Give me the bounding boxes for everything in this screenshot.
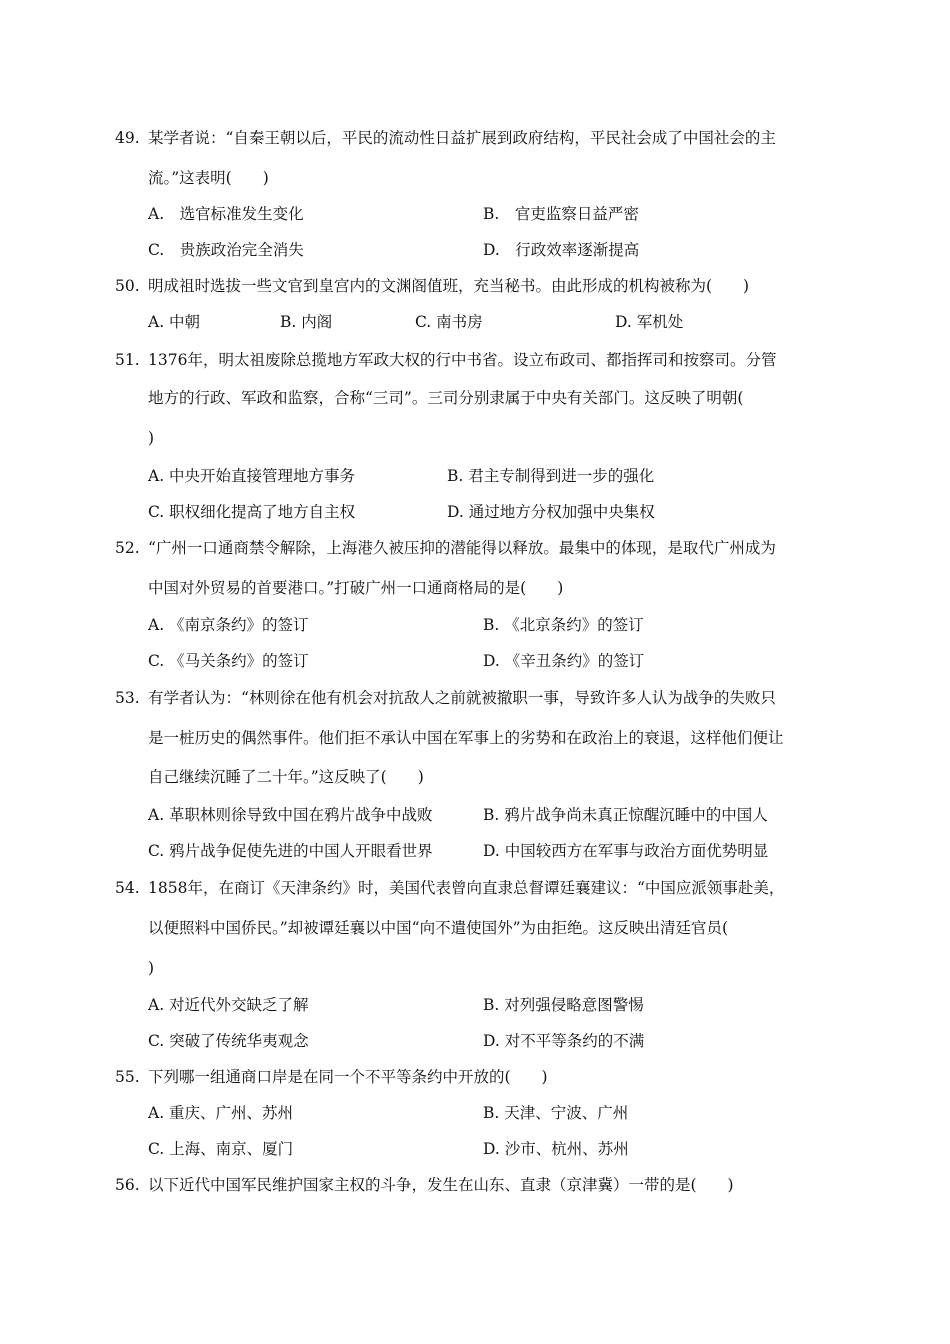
question-stem-line: 下列哪一组通商口岸是在同一个不平等条约中开放的( ) [148,1068,548,1086]
question-number: 54. [115,879,140,897]
option-d: D. 对不平等条约的不满 [483,1032,645,1050]
question-stem-line: ) [148,429,155,447]
option-c: C. 职权细化提高了地方自主权 [148,503,356,521]
question-stem-line: 以下近代中国军民维护国家主权的斗争，发生在山东、直隶（京津冀）一带的是( ) [148,1176,734,1194]
option-b: B. 《北京条约》的签订 [483,616,644,634]
question-stem-line: “广州一口通商禁令解除，上海港久被压抑的潜能得以释放。最集中的体现，是取代广州成为 [148,539,776,557]
question-stem-line: 中国对外贸易的首要港口。”打破广州一口通商格局的是( ) [148,579,564,597]
question-number: 53. [115,689,140,707]
option-c: C. 上海、南京、厦门 [148,1140,294,1158]
question-stem-line: 明成祖时选拔一些文官到皇宫内的文渊阁值班，充当秘书。由此形成的机构被称为( ) [148,277,750,295]
option-c: C. 贵族政治完全消失 [148,241,304,259]
option-b: B. 内阁 [280,313,333,331]
question-stem-line: 自己继续沉睡了二十年。”这反映了( ) [148,768,424,786]
option-a: A. 选官标准发生变化 [148,205,304,223]
option-a: A. 中央开始直接管理地方事务 [148,467,356,485]
question-number: 49. [115,129,140,147]
option-d: D. 沙市、杭州、苏州 [483,1140,629,1158]
question-number: 56. [115,1176,140,1194]
question-stem-line: 是一桩历史的偶然事件。他们拒不承认中国在军事上的劣势和在政治上的衰退，这样他们便让 [148,729,784,747]
question-stem-line: 某学者说：“自秦王朝以后，平民的流动性日益扩展到政府结构，平民社会成了中国社会的主 [148,129,776,147]
question-stem-line: 1376年，明太祖废除总揽地方军政大权的行中书省。设立布政司、都指挥司和按察司。分管 [148,351,777,369]
option-c: C. 南书房 [415,313,483,331]
question-number: 51. [115,351,140,369]
option-b: B. 官吏监察日益严密 [483,205,639,223]
option-d: D. 行政效率逐渐提高 [483,241,640,259]
option-d: D. 通过地方分权加强中央集权 [447,503,655,521]
option-a: A. 中朝 [148,313,201,331]
question-stem-line: 地方的行政、军政和监察，合称“三司”。三司分别隶属于中央有关部门。这反映了明朝( [148,389,744,407]
question-stem-line: 有学者认为：“林则徐在他有机会对抗敌人之前就被撤职一事，导致许多人认为战争的失败只 [148,689,776,707]
option-a: A. 《南京条约》的签订 [148,616,309,634]
option-a: A. 对近代外交缺乏了解 [148,996,309,1014]
option-d: D. 军机处 [615,313,684,331]
question-stem-line: 流。”这表明( ) [148,169,269,187]
question-number: 55. [115,1068,140,1086]
option-b: B. 鸦片战争尚未真正惊醒沉睡中的中国人 [483,806,768,824]
option-b: B. 君主专制得到进一步的强化 [447,467,655,485]
question-stem-line: 1858年，在商订《天津条约》时，美国代表曾向直隶总督谭廷襄建议：“中国应派领事赴美， [148,879,785,897]
question-stem-line: ) [148,959,155,977]
option-b: B. 天津、宁波、广州 [483,1104,629,1122]
option-c: C. 鸦片战争促使先进的中国人开眼看世界 [148,842,433,860]
option-c: C. 《马关条约》的签订 [148,652,309,670]
option-c: C. 突破了传统华夷观念 [148,1032,309,1050]
option-d: D. 中国较西方在军事与政治方面优势明显 [483,842,769,860]
question-number: 50. [115,277,140,295]
option-b: B. 对列强侵略意图警惕 [483,996,644,1014]
option-a: A. 重庆、广州、苏州 [148,1104,294,1122]
question-number: 52. [115,539,140,557]
option-a: A. 革职林则徐导致中国在鸦片战争中战败 [148,806,433,824]
option-d: D. 《辛丑条约》的签订 [483,652,645,670]
question-stem-line: 以便照料中国侨民。”却被谭廷襄以中国“向不遣使国外”为由拒绝。这反映出清廷官员( [148,919,729,937]
